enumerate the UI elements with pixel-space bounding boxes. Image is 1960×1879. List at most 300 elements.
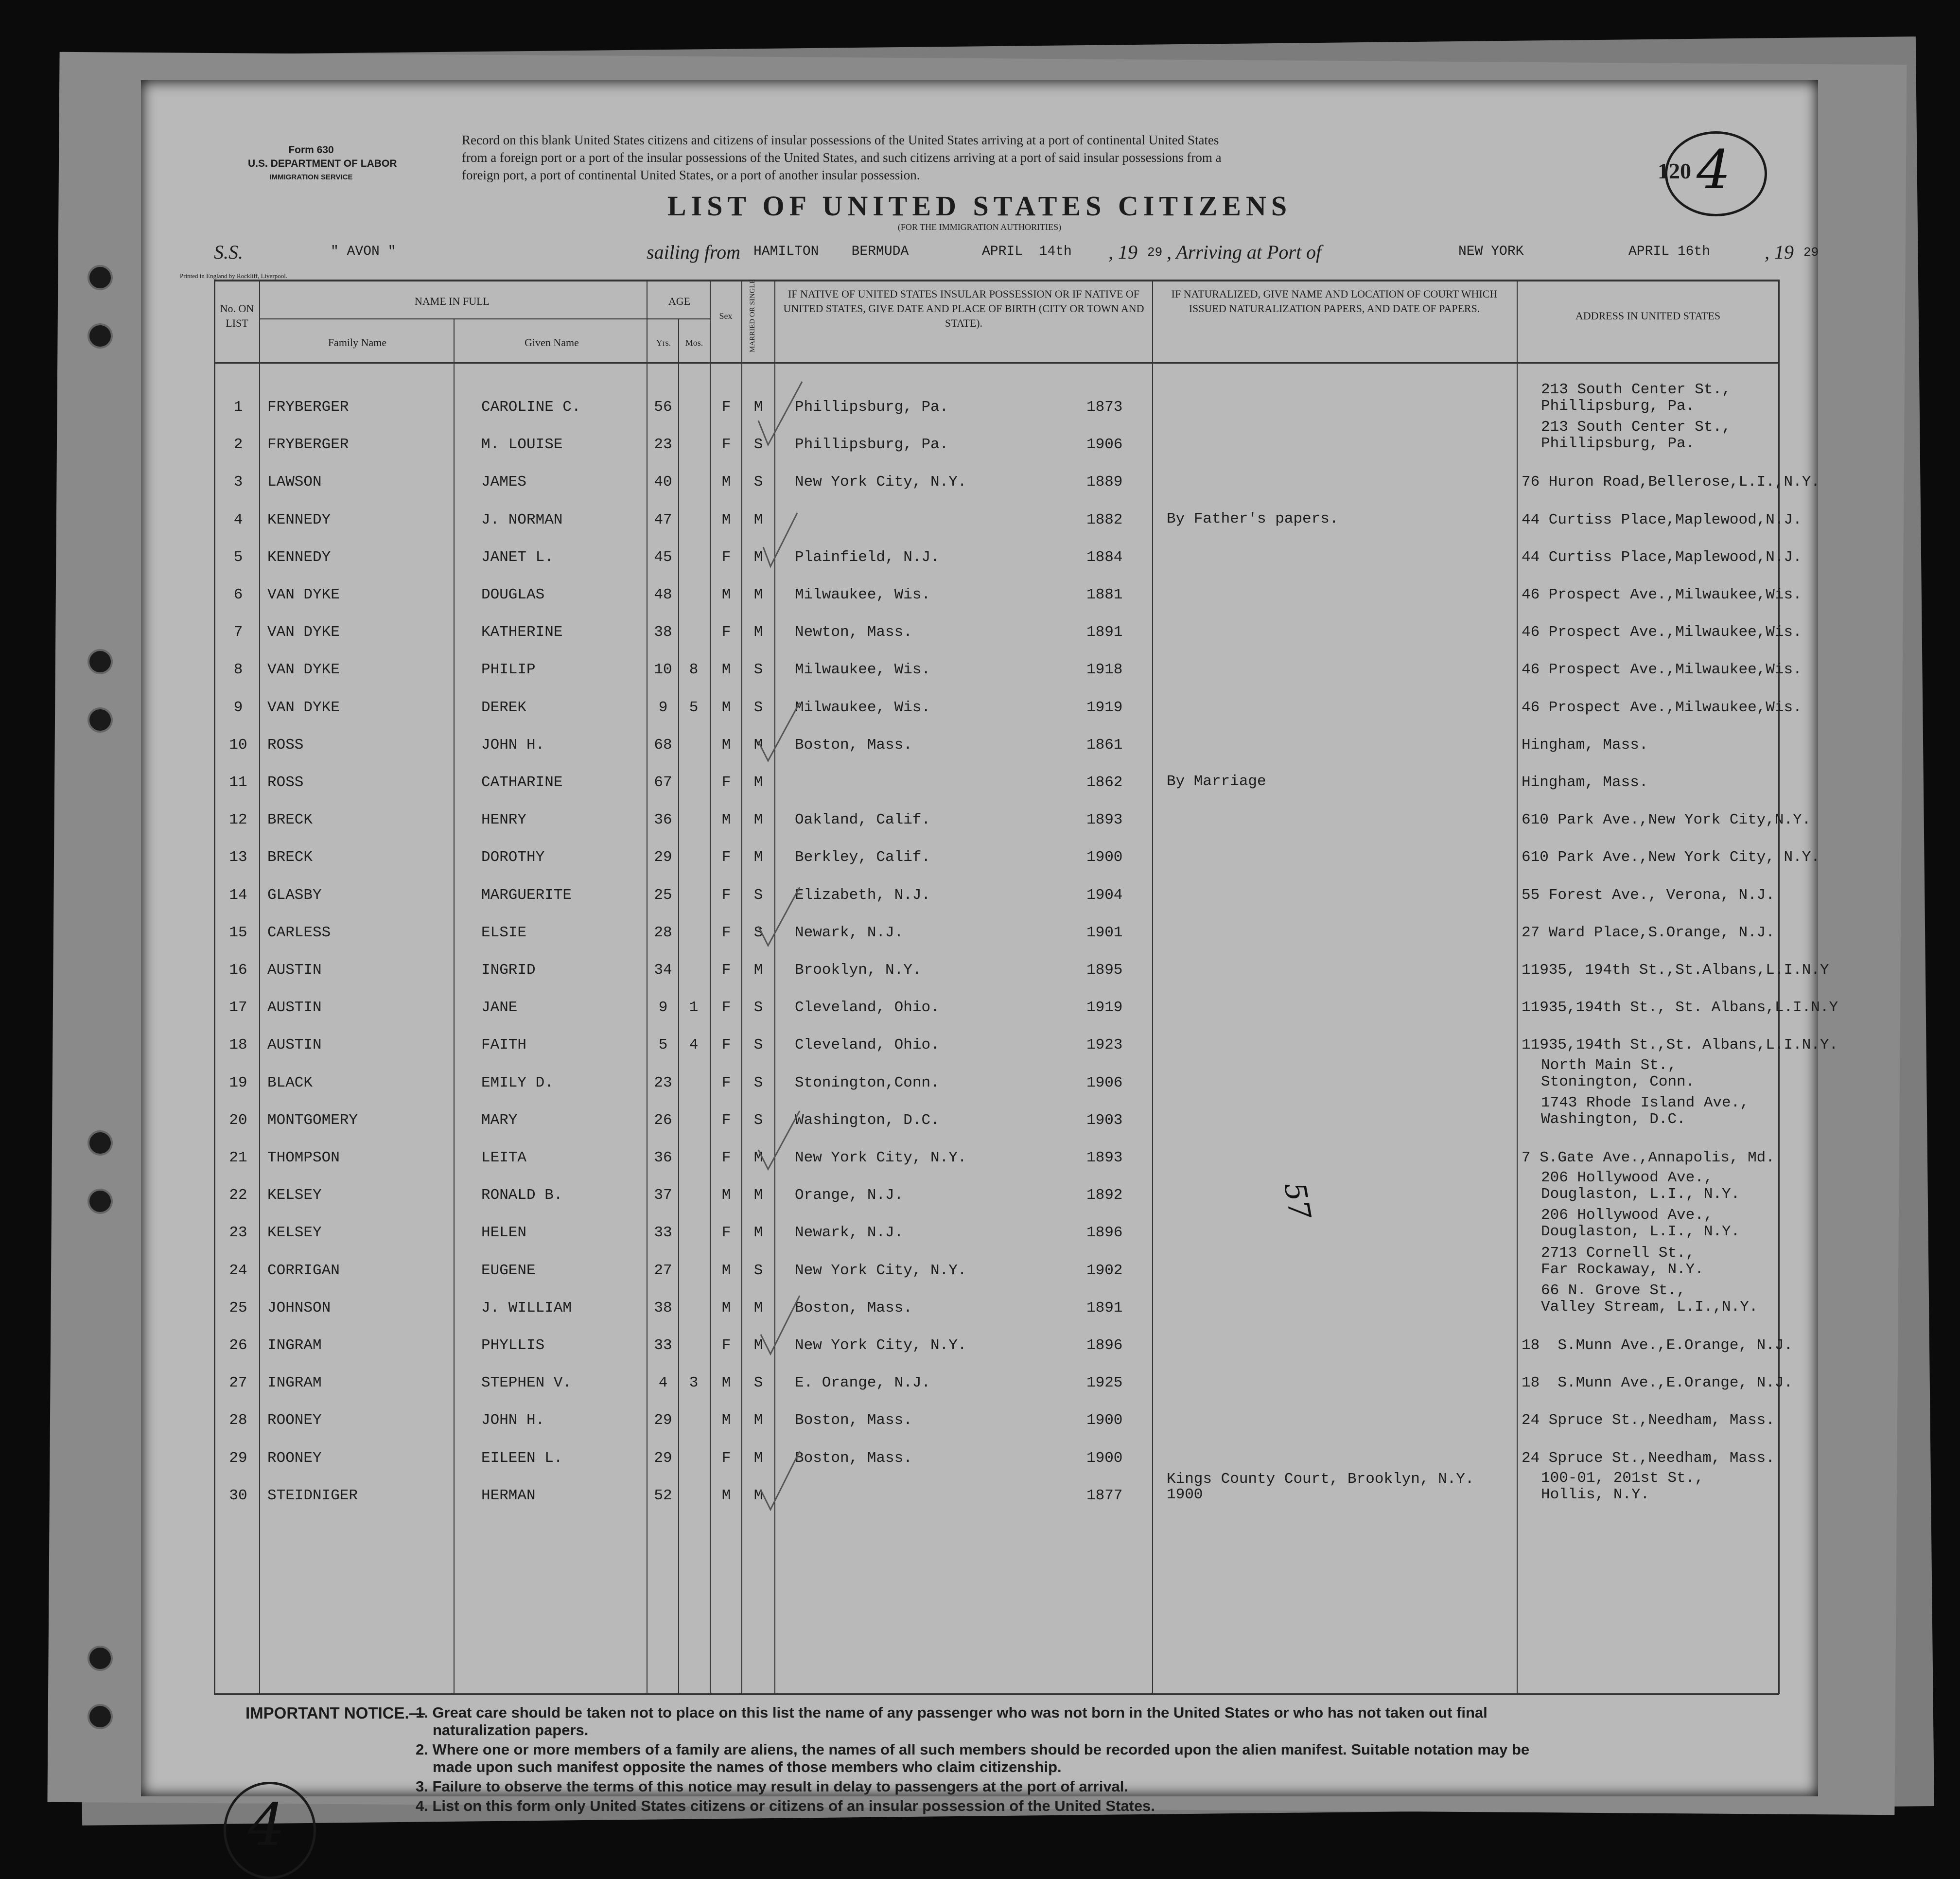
given-name: J. NORMAN (481, 511, 563, 528)
family-name: GLASBY (267, 886, 322, 904)
family-name: ROSS (267, 736, 304, 754)
row-number: 9 (233, 699, 243, 716)
birth-place: Boston, Mass. (795, 736, 912, 754)
row-number: 14 (229, 886, 247, 904)
address-line-1: 100-01, 201st St., (1541, 1469, 1704, 1487)
address-line-1: 24 Spruce St.,Needham, Mass. (1522, 1449, 1775, 1467)
row-number: 6 (233, 586, 243, 603)
arrive-year-prefix: , 19 (1765, 241, 1794, 263)
age-months: 4 (689, 1036, 699, 1054)
age-years: 36 (654, 811, 672, 829)
from-port: HAMILTON BERMUDA (753, 244, 909, 259)
birth-year: 1904 (1086, 886, 1123, 904)
given-name: ELSIE (481, 924, 527, 941)
birth-place: New York City, N.Y. (795, 474, 967, 491)
sex: F (721, 1337, 731, 1354)
sex: F (721, 1449, 731, 1467)
sex: F (721, 436, 731, 454)
marital-status: M (753, 1224, 763, 1242)
address-line-1: 44 Curtiss Place,Maplewood,N.J. (1522, 511, 1802, 528)
given-name: M. LOUISE (481, 436, 563, 454)
sex: F (721, 1111, 731, 1129)
notice-item-4: 4. List on this form only United States citizens or citizens of an insular possession of the United States. (416, 1797, 1155, 1814)
marital-status: S (753, 886, 763, 904)
age-years: 56 (654, 399, 672, 416)
naturalization: Kings County Court, Brooklyn, N.Y. 1900 (1167, 1470, 1474, 1503)
family-name: CARLESS (267, 924, 331, 941)
header-address: ADDRESS IN UNITED STATES (1575, 310, 1721, 322)
handwritten-four: 4 (1697, 139, 1731, 201)
form-id-block (248, 143, 397, 184)
depart-year: 29 (1147, 245, 1163, 260)
age-years: 28 (654, 924, 672, 941)
sex: F (721, 1224, 731, 1242)
header-name: NAME IN FULL (415, 295, 490, 307)
birth-year: 1873 (1086, 399, 1123, 416)
given-name: JANET L. (481, 548, 554, 566)
family-name: AUSTIN (267, 1036, 322, 1054)
family-name: LAWSON (267, 474, 322, 491)
row-number: 22 (229, 1187, 247, 1204)
marital-status: S (753, 1111, 763, 1129)
sex: F (721, 924, 731, 941)
binder-hole (88, 649, 113, 674)
sex: F (721, 1149, 731, 1166)
given-name: DOUGLAS (481, 586, 545, 603)
year-prefix: , 19 (1108, 241, 1138, 263)
age-years: 9 (658, 699, 668, 716)
row-number: 3 (233, 474, 243, 491)
notice-item-3: 3. Failure to observe the terms of this notice may result in delay to passengers at the port of arrival. (416, 1778, 1129, 1795)
address-line-2: Far Rockaway, N.Y. (1541, 1261, 1704, 1278)
sex: M (721, 661, 731, 679)
birth-year: 1919 (1086, 999, 1123, 1017)
birth-place: Milwaukee, Wis. (795, 586, 931, 603)
header-birth: IF NATIVE OF UNITED STATES INSULAR POSSESSION OR IF NATIVE OF UNITED STATES, GIVE DATE AND PLACE OF BIRTH (CITY OR TOWN AND STATE). (783, 288, 1144, 329)
given-name: INGRID (481, 962, 536, 979)
age-years: 27 (654, 1262, 672, 1279)
age-years: 48 (654, 586, 672, 603)
family-name: JOHNSON (267, 1299, 331, 1317)
birth-place: Stonington,Conn. (795, 1074, 940, 1091)
sailing-from-label: sailing from (647, 241, 740, 263)
address-line-1: 2713 Cornell St., (1541, 1244, 1695, 1262)
sex: M (721, 511, 731, 528)
check-marks (676, 352, 822, 1665)
birth-place: Berkley, Calif. (795, 849, 931, 866)
address-line-1: 76 Huron Road,Bellerose,L.I.,N.Y. (1522, 474, 1820, 491)
marital-status: M (753, 1187, 763, 1204)
birth-place: E. Orange, N.J. (795, 1374, 931, 1392)
family-name: VAN DYKE (267, 661, 340, 679)
row-number: 27 (229, 1374, 247, 1392)
age-years: 67 (654, 774, 672, 791)
given-name: LEITA (481, 1149, 527, 1166)
family-name: BRECK (267, 811, 313, 829)
age-years: 33 (654, 1224, 672, 1242)
address-line-2: Stonington, Conn. (1541, 1073, 1695, 1090)
birth-place: Washington, D.C. (795, 1111, 940, 1129)
family-name: KELSEY (267, 1187, 322, 1204)
family-name: INGRAM (267, 1374, 322, 1392)
marital-status: M (753, 811, 763, 829)
header-mos: Mos. (685, 338, 703, 348)
notice-item-1-cont: naturalization papers. (433, 1721, 589, 1739)
row-number: 20 (229, 1111, 247, 1129)
age-years: 29 (654, 1449, 672, 1467)
sex: F (721, 624, 731, 641)
marital-status: M (753, 511, 763, 528)
age-years: 47 (654, 511, 672, 528)
form-number: Form 630 (288, 144, 334, 156)
ss-label: S.S. (214, 241, 243, 263)
family-name: BLACK (267, 1074, 313, 1091)
marital-status: S (753, 661, 763, 679)
given-name: KATHERINE (481, 624, 563, 641)
age-years: 36 (654, 1149, 672, 1166)
age-years: 68 (654, 736, 672, 754)
birth-year: 1862 (1086, 774, 1123, 791)
age-years: 37 (654, 1187, 672, 1204)
given-name: PHYLLIS (481, 1337, 545, 1354)
sex: M (721, 1262, 731, 1279)
list-number-value: 120 (1658, 158, 1691, 183)
address-line-1: 610 Park Ave.,New York City, N.Y. (1522, 849, 1820, 866)
given-name: HELEN (481, 1224, 527, 1242)
birth-place: Newark, N.J. (795, 924, 904, 941)
age-years: 33 (654, 1337, 672, 1354)
address-line-1: 24 Spruce St.,Needham, Mass. (1522, 1412, 1775, 1429)
age-years: 23 (654, 436, 672, 454)
marital-status: M (753, 736, 763, 754)
birth-year: 1896 (1086, 1337, 1123, 1354)
given-name: HENRY (481, 811, 527, 829)
sex: F (721, 962, 731, 979)
birth-year: 1900 (1086, 1449, 1123, 1467)
address-line-2: Washington, D.C. (1541, 1110, 1686, 1128)
row-number: 28 (229, 1412, 247, 1429)
age-years: 10 (654, 661, 672, 679)
sex: M (721, 699, 731, 716)
arriving-label: , Arriving at Port of (1167, 241, 1322, 263)
family-name: VAN DYKE (267, 624, 340, 641)
row-number: 12 (229, 811, 247, 829)
address-line-2: Hollis, N.Y. (1541, 1486, 1650, 1503)
birth-year: 1901 (1086, 924, 1123, 941)
address-line-1: 206 Hollywood Ave., (1541, 1169, 1713, 1187)
address-line-1: 46 Prospect Ave.,Milwaukee,Wis. (1522, 699, 1802, 716)
address-line-2: Douglaston, L.I., N.Y. (1541, 1186, 1740, 1203)
birth-place: Newark, N.J. (795, 1224, 904, 1242)
address-line-1: 11935,194th St., St. Albans,L.I.N.Y (1522, 999, 1838, 1017)
form-instructions (462, 131, 1222, 184)
row-number: 24 (229, 1262, 247, 1279)
birth-year: 1893 (1086, 811, 1123, 829)
address-line-1: Hingham, Mass. (1522, 736, 1648, 754)
birth-year: 1925 (1086, 1374, 1123, 1392)
birth-place: Milwaukee, Wis. (795, 699, 931, 716)
birth-year: 1900 (1086, 849, 1123, 866)
marital-status: M (753, 962, 763, 979)
address-line-1: 213 South Center St., (1541, 419, 1731, 436)
header-family: Family Name (328, 336, 387, 349)
address-line-1: 66 N. Grove St., (1541, 1282, 1686, 1299)
handwritten-four: 4 (248, 1791, 285, 1859)
given-name: DEREK (481, 699, 527, 716)
sex: M (721, 1187, 731, 1204)
address-line-2: Phillipsburg, Pa. (1541, 398, 1695, 415)
marital-status: S (753, 1074, 763, 1091)
birth-place: Newton, Mass. (795, 624, 912, 641)
sex: F (721, 399, 731, 416)
family-name: INGRAM (267, 1337, 322, 1354)
birth-place: Cleveland, Ohio. (795, 999, 940, 1017)
binder-hole (88, 1130, 113, 1156)
marital-status: M (753, 586, 763, 603)
age-years: 26 (654, 1111, 672, 1129)
given-name: CATHARINE (481, 774, 563, 791)
row-number: 7 (233, 624, 243, 641)
circled-notice-number (224, 1782, 316, 1879)
birth-year: 1882 (1086, 511, 1123, 528)
given-name: JAMES (481, 474, 527, 491)
row-number: 2 (233, 436, 243, 454)
family-name: AUSTIN (267, 962, 322, 979)
address-line-1: 11935, 194th St.,St.Albans,L.I.N.Y (1522, 962, 1829, 979)
address-line-1: 27 Ward Place,S.Orange, N.J. (1522, 924, 1775, 941)
marital-status: M (753, 774, 763, 791)
row-number: 16 (229, 962, 247, 979)
sex: M (721, 811, 731, 829)
address-line-2: Valley Stream, L.I.,N.Y. (1541, 1298, 1758, 1316)
age-years: 29 (654, 1412, 672, 1429)
family-name: ROSS (267, 774, 304, 791)
family-name: KELSEY (267, 1224, 322, 1242)
birth-place: Orange, N.J. (795, 1187, 904, 1204)
birth-place: New York City, N.Y. (795, 1337, 967, 1354)
family-name: CORRIGAN (267, 1262, 340, 1279)
header-no: No. ON LIST (220, 302, 254, 329)
family-name: KENNEDY (267, 511, 331, 528)
to-port: NEW YORK (1458, 244, 1524, 259)
row-number: 4 (233, 511, 243, 528)
birth-year: 1893 (1086, 1149, 1123, 1166)
sex: F (721, 886, 731, 904)
sex: M (721, 1487, 731, 1504)
given-name: DOROTHY (481, 849, 545, 866)
row-number: 26 (229, 1337, 247, 1354)
birth-place: Milwaukee, Wis. (795, 661, 931, 679)
sex: M (721, 1412, 731, 1429)
notice-item-1: 1. Great care should be taken not to place on this list the name of any passenger who was not born in the United States or who has not taken out final (416, 1704, 1488, 1721)
birth-year: 1881 (1086, 586, 1123, 603)
age-years: 9 (658, 999, 668, 1017)
marital-status: M (753, 1337, 763, 1354)
marital-status: M (753, 1412, 763, 1429)
manifest-page (141, 80, 1838, 1859)
arrive-year: 29 (1803, 245, 1819, 260)
family-name: STEIDNIGER (267, 1487, 358, 1504)
page-subtitle: (FOR THE IMMIGRATION AUTHORITIES) (897, 222, 1062, 232)
ship-name: " AVON " (331, 244, 396, 259)
family-name: ROONEY (267, 1412, 322, 1429)
age-years: 4 (658, 1374, 668, 1392)
given-name: PHILIP (481, 661, 536, 679)
marital-status: S (753, 474, 763, 491)
instruction-line: from a foreign port or a port of the insular possessions of the United States, and such citizens arriving at a port of said insular possessions from a (462, 150, 1222, 165)
header-married: MARRIED OR SINGLE (749, 279, 756, 352)
family-name: AUSTIN (267, 999, 322, 1017)
row-number: 13 (229, 849, 247, 866)
age-years: 40 (654, 474, 672, 491)
binder-hole (88, 1189, 113, 1214)
given-name: J. WILLIAM (481, 1299, 572, 1317)
address-line-1: 18 S.Munn Ave.,E.Orange, N.J. (1522, 1337, 1793, 1354)
instruction-line: Record on this blank United States citizens and citizens of insular possessions of the United States arriving at a port of continental United States (462, 133, 1219, 147)
given-name: JANE (481, 999, 518, 1017)
address-line-1: 44 Curtiss Place,Maplewood,N.J. (1522, 548, 1802, 566)
family-name: VAN DYKE (267, 699, 340, 716)
birth-year: 1903 (1086, 1111, 1123, 1129)
row-number: 10 (229, 736, 247, 754)
sex: F (721, 999, 731, 1017)
address-line-1: 46 Prospect Ave.,Milwaukee,Wis. (1522, 586, 1802, 603)
marital-status: S (753, 1374, 763, 1392)
birth-place: New York City, N.Y. (795, 1262, 967, 1279)
birth-year: 1906 (1086, 436, 1123, 454)
binder-hole (88, 707, 113, 733)
age-years: 25 (654, 886, 672, 904)
page-title: LIST OF UNITED STATES CITIZENS (667, 190, 1292, 222)
binder-hole (88, 323, 113, 349)
address-line-2: Douglaston, L.I., N.Y. (1541, 1223, 1740, 1241)
marital-status: S (753, 999, 763, 1017)
address-line-1: 7 S.Gate Ave.,Annapolis, Md. (1522, 1149, 1775, 1166)
birth-year: 1891 (1086, 624, 1123, 641)
row-number: 30 (229, 1487, 247, 1504)
service: IMMIGRATION SERVICE (269, 173, 353, 181)
address-line-1: 46 Prospect Ave.,Milwaukee,Wis. (1522, 624, 1802, 641)
birth-year: 1896 (1086, 1224, 1123, 1242)
address-line-1: 55 Forest Ave., Verona, N.J. (1522, 886, 1775, 904)
header-sex: Sex (719, 311, 733, 321)
birth-year: 1902 (1086, 1262, 1123, 1279)
sex: F (721, 1036, 731, 1054)
naturalization: By Marriage (1167, 773, 1266, 790)
department: U.S. DEPARTMENT OF LABOR (248, 158, 397, 169)
row-number: 15 (229, 924, 247, 941)
sex: M (721, 586, 731, 603)
marital-status: M (753, 1149, 763, 1166)
birth-year: 1892 (1086, 1187, 1123, 1204)
handwritten-annotation: 57 (1277, 1179, 1317, 1222)
birth-year: 1895 (1086, 962, 1123, 979)
birth-place: Boston, Mass. (795, 1449, 912, 1467)
birth-year: 1877 (1086, 1487, 1123, 1504)
given-name: FAITH (481, 1036, 527, 1054)
marital-status: S (753, 699, 763, 716)
age-years: 23 (654, 1074, 672, 1091)
family-name: VAN DYKE (267, 586, 340, 603)
family-name: MONTGOMERY (267, 1111, 358, 1129)
given-name: EUGENE (481, 1262, 536, 1279)
marital-status: M (753, 399, 763, 416)
notice-item-2: 2. Where one or more members of a family are aliens, the names of all such members should be recorded upon the alien manifest. Suitable notation may be (416, 1741, 1530, 1758)
family-name: THOMPSON (267, 1149, 340, 1166)
sex: M (721, 1374, 731, 1392)
address-line-1: 18 S.Munn Ave.,E.Orange, N.J. (1522, 1374, 1793, 1392)
naturalization: By Father's papers. (1167, 510, 1339, 527)
depart-date: APRIL 14th (982, 244, 1072, 259)
sex: M (721, 736, 731, 754)
header-yrs: Yrs. (656, 338, 671, 348)
address-line-1: North Main St., (1541, 1056, 1677, 1074)
marital-status: S (753, 436, 763, 454)
address-line-1: 46 Prospect Ave.,Milwaukee,Wis. (1522, 661, 1802, 679)
given-name: RONALD B. (481, 1187, 563, 1204)
age-months: 8 (689, 661, 699, 679)
given-name: HERMAN (481, 1487, 536, 1504)
birth-place: Cleveland, Ohio. (795, 1036, 940, 1054)
address-line-1: 11935,194th St.,St. Albans,L.I.N.Y. (1522, 1036, 1838, 1054)
family-name: KENNEDY (267, 548, 331, 566)
age-years: 29 (654, 849, 672, 866)
sex: F (721, 548, 731, 566)
birth-year: 1906 (1086, 1074, 1123, 1091)
birth-year: 1861 (1086, 736, 1123, 754)
birth-year: 1884 (1086, 548, 1123, 566)
marital-status: M (753, 624, 763, 641)
marital-status: S (753, 1036, 763, 1054)
row-number: 17 (229, 999, 247, 1017)
age-years: 52 (654, 1487, 672, 1504)
address-line-1: 213 South Center St., (1541, 381, 1731, 398)
family-name: ROONEY (267, 1449, 322, 1467)
family-name: BRECK (267, 849, 313, 866)
printer-note: Printed in England by Rockliff, Liverpool. (180, 272, 288, 280)
sex: F (721, 774, 731, 791)
given-name: CAROLINE C. (481, 399, 581, 416)
birth-place: New York City, N.Y. (795, 1149, 967, 1166)
row-number: 18 (229, 1036, 247, 1054)
age-years: 34 (654, 962, 672, 979)
birth-place: Oakland, Calif. (795, 811, 931, 829)
row-number: 1 (233, 399, 243, 416)
given-name: JOHN H. (481, 736, 545, 754)
birth-place: Boston, Mass. (795, 1299, 912, 1317)
birth-place: Brooklyn, N.Y. (795, 962, 922, 979)
header-age: AGE (668, 295, 691, 307)
given-name: MARY (481, 1111, 518, 1129)
birth-place: Phillipsburg, Pa. (795, 399, 949, 416)
address-line-1: 1743 Rhode Island Ave., (1541, 1094, 1749, 1111)
age-years: 38 (654, 1299, 672, 1317)
binder-hole (88, 1646, 113, 1671)
row-number: 11 (229, 774, 247, 791)
marital-status: S (753, 1262, 763, 1279)
birth-year: 1889 (1086, 474, 1123, 491)
row-number: 5 (233, 548, 243, 566)
voyage-line (214, 238, 1819, 267)
row-number: 29 (229, 1449, 247, 1467)
header-naturalized: IF NATURALIZED, GIVE NAME AND LOCATION OF COURT WHICH ISSUED NATURALIZATION PAPERS, AND DATE OF PAPERS. (1171, 288, 1498, 315)
address-line-1: 206 Hollywood Ave., (1541, 1207, 1713, 1224)
notice-item-2-cont: made upon such manifest opposite the names of those members who claim citizenship. (433, 1758, 1062, 1775)
age-years: 38 (654, 624, 672, 641)
birth-year: 1923 (1086, 1036, 1123, 1054)
notice-heading: IMPORTANT NOTICE.— (245, 1704, 425, 1722)
marital-status: M (753, 548, 763, 566)
